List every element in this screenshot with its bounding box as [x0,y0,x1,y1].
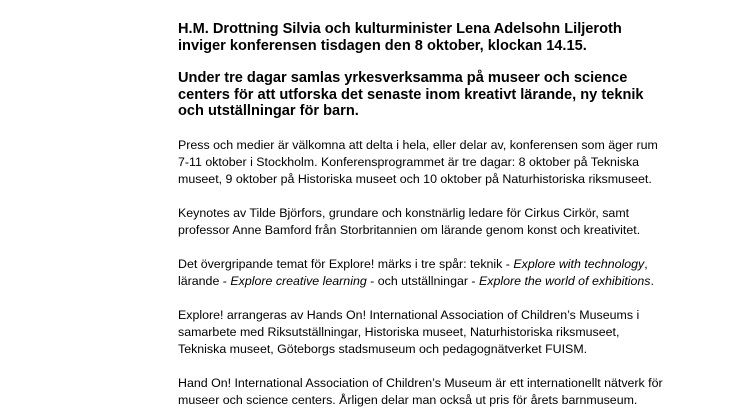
paragraph-theme [178,256,718,290]
theme-track-exhibitions: Explore the world of exhibitions [479,273,651,288]
headline-summary: Under tre dagar samlas yrkesverksamma på museer och science centers för att utforska det senaste inom kreativt lärande, ny teknik och utställningar för barn. [178,70,644,120]
theme-text-1: Det övergripande temat för Explore! märks i tre spår: teknik - [178,256,514,271]
theme-text-2: , lärande - [178,256,648,288]
paragraph-network: Hand On! International Association of Children’s Museum är ett internationellt nätverk för museer och science centers. Årligen delar man också ut pris för årets barnmuseum. [178,375,663,407]
press-release-body [178,21,718,409]
headline-inauguration: H.M. Drottning Silvia och kulturminister Lena Adelsohn Liljeroth inviger konferensen tisdagen den 8 oktober, klockan 14.15. [178,21,622,54]
paragraph-keynotes: Keynotes av Tilde Björfors, grundare och konstnärlig ledare för Cirkus Cirkör, samt professor Anne Bamford från Storbritannien om lärande genom konst och kreativitet. [178,205,641,237]
partial-logo-graphic [178,411,298,419]
paragraph-organizers: Explore! arrangeras av Hands On! International Association of Children’s Museums i samarbete med Riksutställningar, Historiska museet, Naturhistoriska riksmuseet, Tekniska museet, Göteborgs stadsmuseum och pedagognätverket FUISM. [178,307,640,356]
theme-text-4: . [650,273,654,288]
theme-text-3: - och utställningar - [366,273,479,288]
theme-track-learning: Explore creative learning [230,273,367,288]
paragraph-press-invitation: Press och medier är välkomna att delta i hela, eller delar av, konferensen som äger rum 7-11 oktober i Stockholm. Konferensprogrammet är tre dagar: 8 oktober på Tekniska museet, 9 oktober på Historiska museet och 10 oktober på Naturhistoriska riksmuseet. [178,137,658,186]
theme-track-technology: Explore with technology [513,256,645,271]
